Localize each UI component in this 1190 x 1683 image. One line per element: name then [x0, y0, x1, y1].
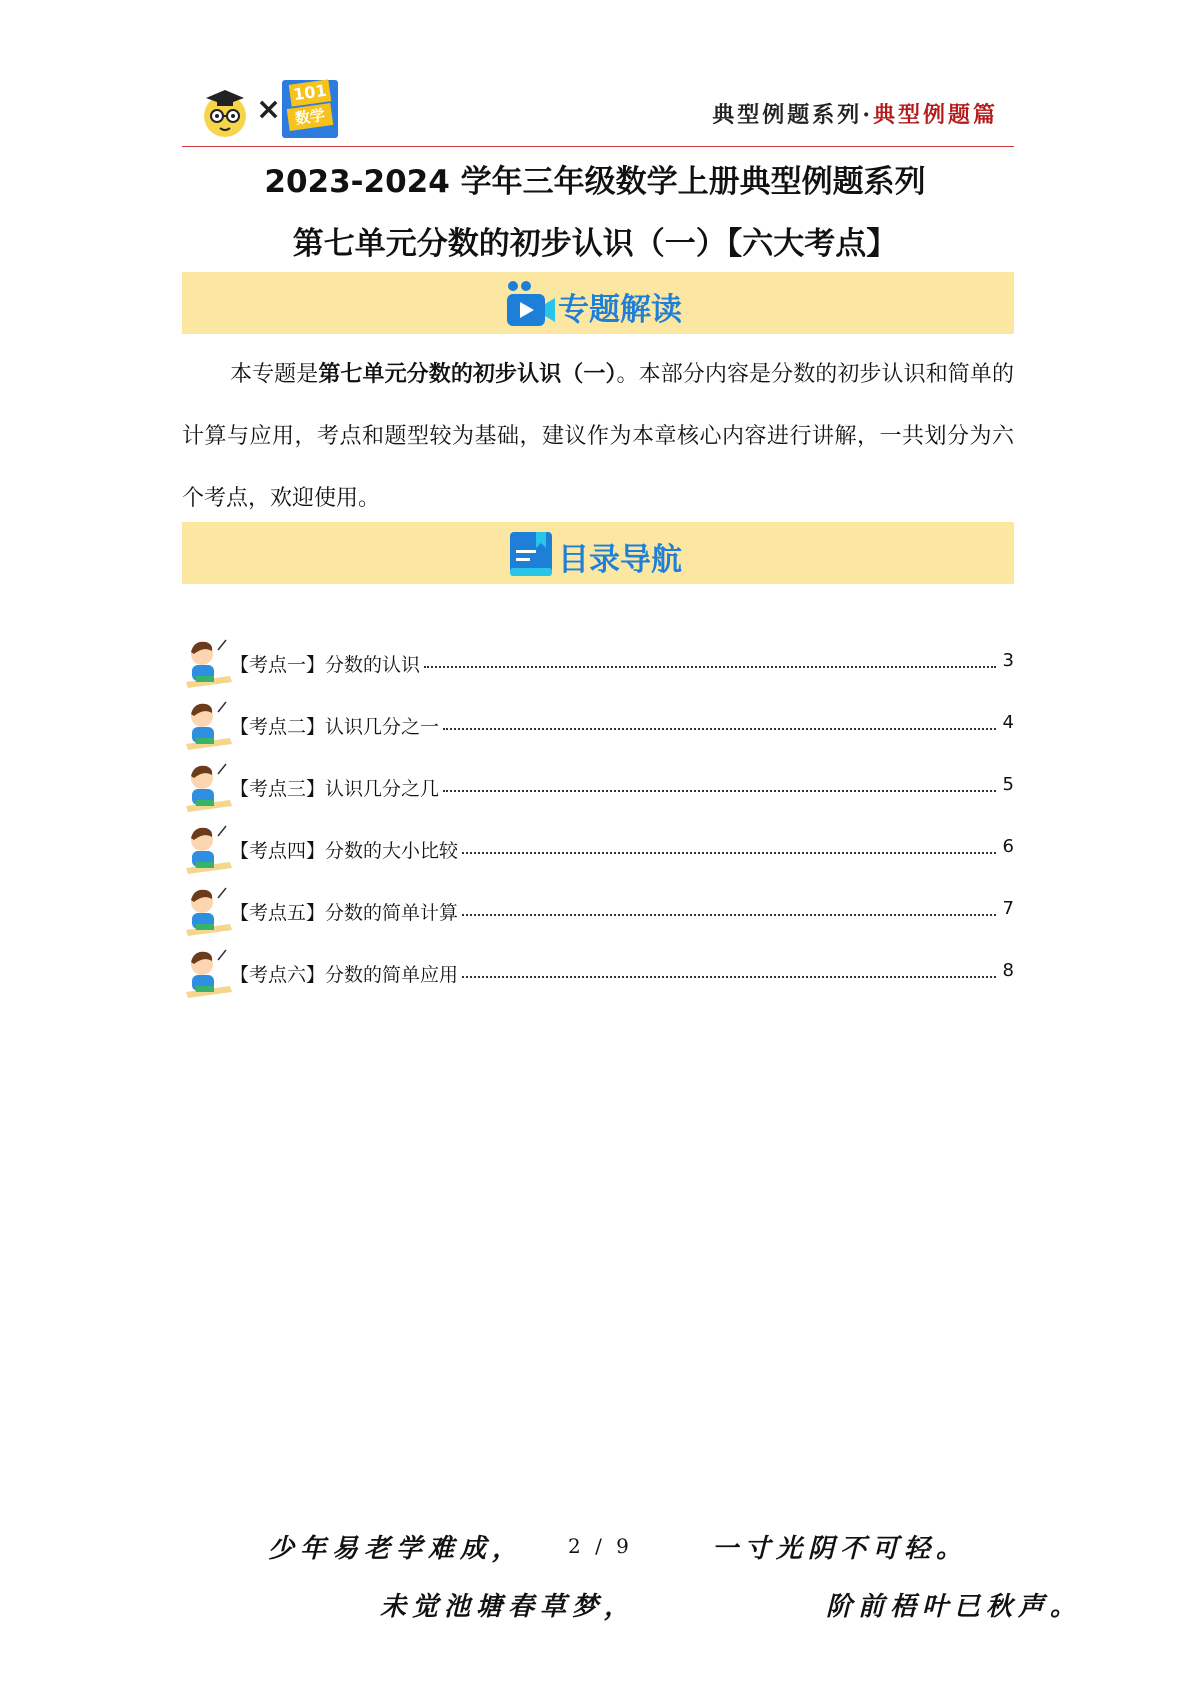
toc-label[interactable]: 【考点五】分数的简单计算 — [230, 898, 462, 925]
toc-page-number[interactable]: 4 — [1000, 712, 1014, 733]
intro-post: 。本部分内容是分数的初步认识和简单的计算与应用，考点和题型较为基础，建议作为本章核心内容进行讲解，一共划分为六个考点，欢迎使用。 — [182, 362, 1014, 511]
toc-label[interactable]: 【考点六】分数的简单应用 — [230, 960, 462, 987]
student-teacher-icon — [182, 946, 234, 1002]
toc-label[interactable]: 【考点三】认识几分之几 — [230, 774, 443, 801]
toc-page-number[interactable]: 3 — [1000, 650, 1014, 671]
student-teacher-icon — [182, 884, 234, 940]
poem-line-1b: 一寸光阴不可轻。 — [712, 1534, 969, 1564]
student-teacher-icon — [182, 636, 234, 692]
student-teacher-icon — [182, 760, 234, 816]
toc-item[interactable] — [182, 946, 1014, 1008]
toc-item[interactable] — [182, 822, 1014, 884]
intro-bold: 第七单元分数的初步认识（一） — [318, 362, 617, 387]
owl-logo-icon — [200, 88, 250, 138]
toc-leader-dots — [462, 976, 996, 978]
document-title: 2023-2024 学年三年级数学上册典型例题系列 — [264, 164, 926, 200]
series-title — [712, 98, 998, 129]
intro-paragraph — [182, 344, 1014, 530]
page-number: 2 / 9 — [568, 1534, 633, 1558]
logo-separator: × — [256, 92, 282, 127]
toc-item[interactable] — [182, 698, 1014, 760]
toc-leader-dots — [443, 728, 996, 730]
toc-item[interactable] — [182, 760, 1014, 822]
series-dot: · — [862, 102, 873, 128]
series-right: 典型例题篇 — [872, 102, 998, 128]
book-icon — [506, 530, 556, 578]
toc-leader-dots — [462, 852, 996, 854]
toc-item[interactable] — [182, 884, 1014, 946]
toc-item[interactable] — [182, 636, 1014, 698]
brand-logo — [282, 80, 338, 138]
table-of-contents — [182, 636, 1014, 1008]
toc-label[interactable]: 【考点二】认识几分之一 — [230, 712, 443, 739]
toc-label[interactable]: 【考点一】分数的认识 — [230, 650, 424, 677]
page-header — [182, 80, 1014, 146]
poem-line-2b: 阶前梧叶已秋声。 — [826, 1592, 1083, 1622]
toc-leader-dots — [462, 914, 996, 916]
poem-line-2a: 未觉池塘春草梦， — [380, 1592, 637, 1622]
video-play-icon — [506, 280, 556, 328]
toc-label[interactable]: 【考点四】分数的大小比较 — [230, 836, 462, 863]
poem-line-1a: 少年易老学难成， — [268, 1534, 525, 1564]
toc-page-number[interactable]: 6 — [1000, 836, 1014, 857]
toc-leader-dots — [443, 790, 996, 792]
brand-logo-line1: 101 — [289, 79, 332, 106]
series-left: 典型例题系列 — [712, 102, 863, 128]
document-subtitle: 第七单元分数的初步认识（一）【六大考点】 — [292, 226, 898, 262]
brand-logo-line2: 数学 — [287, 103, 334, 131]
toc-banner — [182, 522, 1014, 584]
intro-pre: 本专题是 — [230, 362, 319, 387]
topic-banner — [182, 272, 1014, 334]
topic-banner-title: 专题解读 — [558, 292, 682, 328]
student-teacher-icon — [182, 698, 234, 754]
student-teacher-icon — [182, 822, 234, 878]
toc-page-number[interactable]: 7 — [1000, 898, 1014, 919]
header-rule — [182, 146, 1014, 147]
toc-page-number[interactable]: 8 — [1000, 960, 1014, 981]
toc-banner-title: 目录导航 — [558, 542, 682, 578]
toc-leader-dots — [424, 666, 996, 668]
toc-page-number[interactable]: 5 — [1000, 774, 1014, 795]
